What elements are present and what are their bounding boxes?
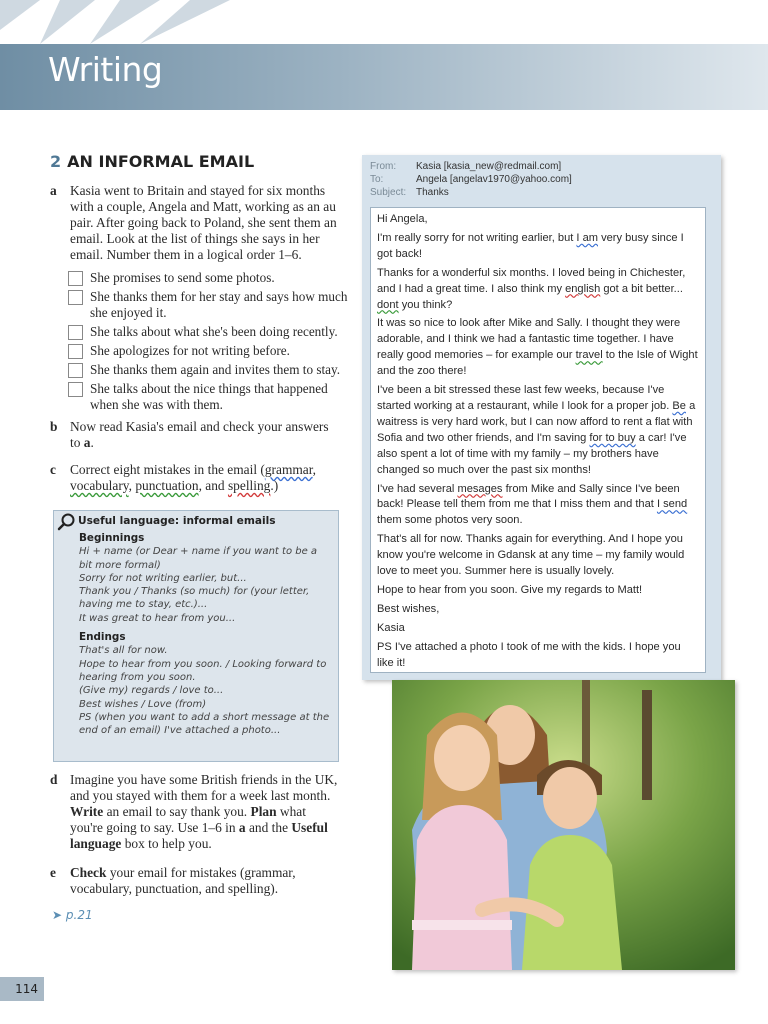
list-item: She talks about what she's been doing recently. — [68, 324, 348, 340]
section-heading — [50, 152, 254, 171]
task-b: b Now read Kasia's email and check your answers to a. — [50, 419, 329, 450]
marked-mistake: I send — [656, 498, 688, 511]
task-letter: a — [50, 183, 57, 198]
phrase: It was great to hear from you... — [79, 612, 236, 624]
page-number: 114 — [0, 977, 44, 1001]
answer-box[interactable] — [68, 363, 83, 378]
task-a — [50, 183, 340, 263]
phrase: Hi + name (or Dear + name if you want to be a bit more formal) — [79, 546, 318, 571]
email-header: From: Kasia [kasia_new@redmail.com] To: Angela [angelav1970@yahoo.com] Subject: Thanks — [370, 161, 572, 198]
phrase: Best wishes / Love (from) — [79, 698, 207, 710]
marked-mistake: english — [565, 282, 601, 295]
list-item: She thanks them for her stay and says how much she enjoyed it. — [68, 289, 348, 321]
task-c: c Correct eight mistakes in the email (grammar, vocabulary, punctuation, and spelling.) — [50, 462, 317, 493]
task-a-text: Kasia went to Britain and stayed for six months with a couple, Angela and Matt, working as an au pair. After going back to Poland, she sent them an email. Look at the list of things she says in her email. Number them in a logical order 1–6. — [70, 183, 337, 262]
header-banner — [0, 0, 768, 112]
phrase: That's all for now. — [79, 645, 168, 657]
answer-box[interactable] — [68, 382, 83, 397]
family-photo — [392, 680, 735, 970]
email-from: Kasia [kasia_new@redmail.com] — [416, 161, 562, 172]
list-item: She apologizes for not writing before. — [68, 343, 348, 359]
marked-mistake: I am — [576, 231, 598, 244]
section-number: 2 — [50, 152, 62, 171]
endings-heading: Endings — [79, 631, 126, 644]
answer-box[interactable] — [68, 271, 83, 286]
list-item: She talks about the nice things that happened when she was with them. — [68, 381, 348, 413]
marked-mistake: mesages — [457, 482, 503, 495]
section-title: AN INFORMAL EMAIL — [67, 152, 255, 171]
answer-box[interactable] — [68, 290, 83, 305]
task-e: e Check your email for mistakes (grammar, vocabulary, punctuation, and spelling). — [50, 865, 296, 896]
page-title: Writing — [48, 50, 163, 89]
task-d: d Imagine you have some British friends in the UK, and you stayed with them for a week last month. Write an email to say thank you. Plan what you're going to say. Use 1–6 in a and the Useful language box to help you. — [50, 772, 338, 851]
ordering-checklist — [68, 270, 348, 416]
useful-body — [79, 532, 331, 737]
answer-box[interactable] — [68, 325, 83, 340]
marked-mistake: for to buy — [589, 431, 636, 444]
marked-mistake: dont — [377, 298, 399, 311]
marked-mistake: travel — [575, 349, 603, 362]
phrase: (Give my) regards / love to... — [79, 685, 224, 697]
phrase: Sorry for not writing earlier, but... — [79, 572, 247, 584]
page-reference-link[interactable]: ➤ p.21 — [52, 908, 93, 922]
email-subject: Thanks — [416, 187, 449, 198]
phrase: PS (when you want to add a short message at the end of an email) I've attached a photo... — [79, 711, 330, 737]
email-body: Hi Angela, I'm really sorry for not writing earlier, but I am very busy since I got back! Thanks for a wonderful six months. I loved being in Chichester, and I had a great time. I also think my english got a bit better... dont you think? It was so nice to look after Mike and Sally. I thought they were adorable, and I think we had a fantastic time together. I have really good memories – for example our travel to the Isle of Wight and the zoo there! I've been a bit stressed these last few weeks, because I've started working at a restaurant, while I look for a proper job. Be a waitress is very hard work, but I can now afford to rent a flat with Sofia and two other friends, and I'm saving for to buy a car! I've also spent a lot of time with my family – my brothers have changed so much over the past six months! I've had several mesages from Mike and Sally since I've been back! Please tell them from me that I miss them and that I send them some photos very soon. That's all for now. Thanks again for everything. And I hope you know you're welcome in Gdansk at any time – my family would love to meet you. Summer here is usually lovely. Hope to hear from you soon. Give my regards to Matt! Best wishes, Kasia PS I've attached a photo I took of me with the kids. I hope you like it! — [370, 207, 706, 673]
phrase: Thank you / Thanks (so much) for (your letter, having me to stay, etc.)... — [79, 586, 310, 611]
phrase: Hope to hear from you soon. / Looking forward to hearing from you soon. — [79, 658, 327, 683]
beginnings-heading: Beginnings — [79, 532, 145, 544]
list-item: She promises to send some photos. — [68, 270, 348, 286]
answer-box[interactable] — [68, 344, 83, 359]
useful-language-box — [53, 510, 339, 762]
magnifier-icon — [57, 513, 77, 531]
list-item: She thanks them again and invites them to stay. — [68, 362, 348, 378]
marked-mistake: Be — [672, 399, 686, 412]
email-to: Angela [angelav1970@yahoo.com] — [416, 174, 572, 185]
email-window — [362, 155, 721, 680]
useful-title: Useful language: informal emails — [78, 515, 276, 527]
photo-illustration — [392, 680, 735, 970]
arrow-left-icon: ➤ — [52, 908, 63, 922]
